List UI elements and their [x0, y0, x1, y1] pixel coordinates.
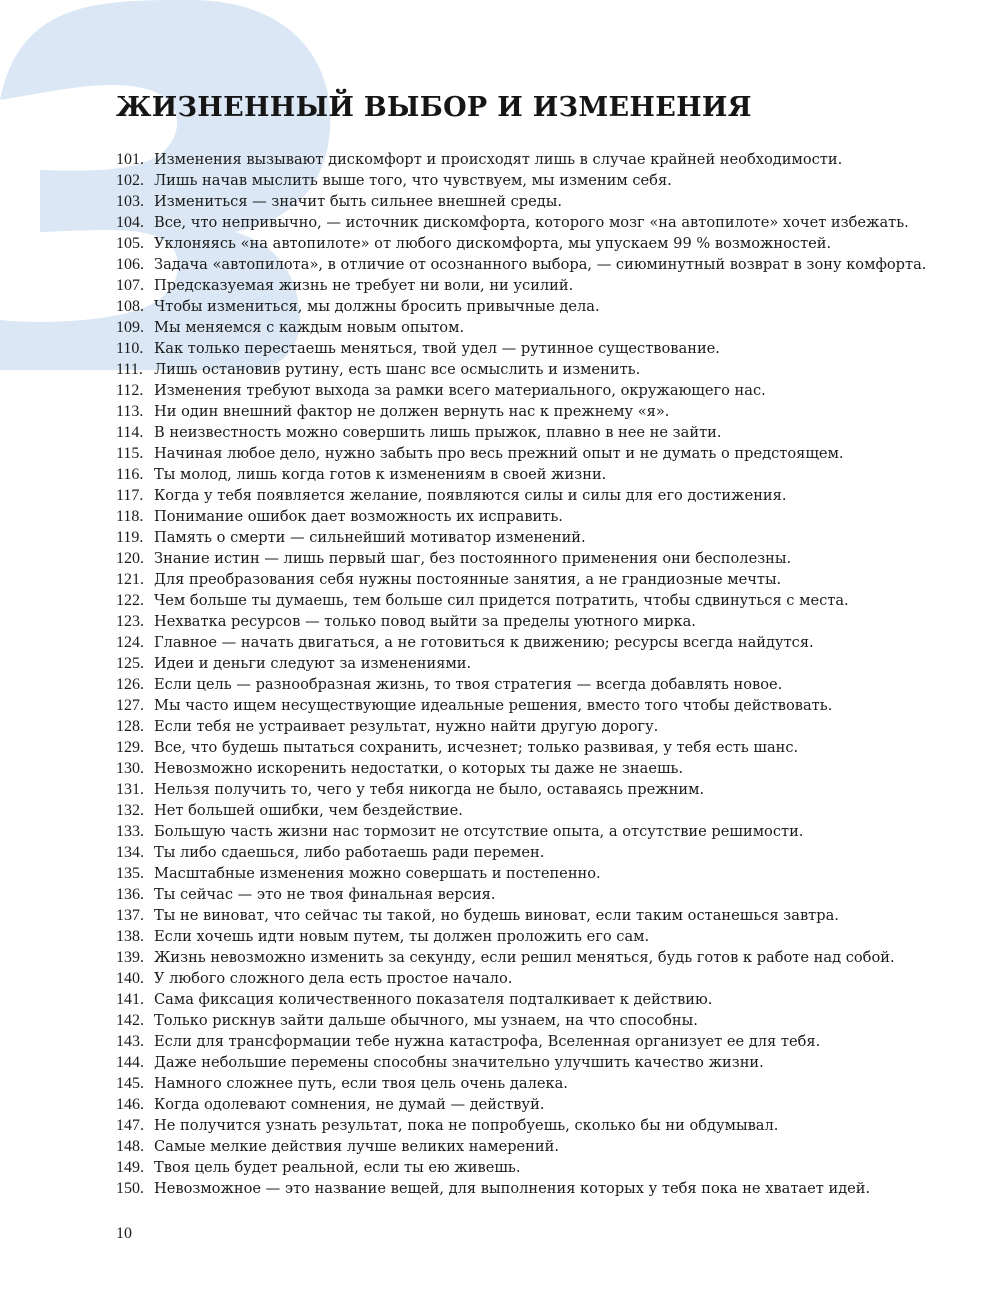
list-item [116, 233, 926, 254]
item-text: Измениться — значит быть сильнее внешней среды. [154, 193, 562, 210]
list-item [116, 821, 926, 842]
list-item [116, 863, 926, 884]
item-text: Изменения требуют выхода за рамки всего материального, окружающего нас. [154, 382, 766, 399]
list-item [116, 464, 926, 485]
item-text: Нельзя получить то, чего у тебя никогда не было, оставаясь прежним. [154, 781, 705, 798]
item-text: Сама фиксация количественного показателя подталкивает к действию. [154, 991, 713, 1008]
item-number: 122. [116, 592, 144, 609]
page-title: ЖИЗНЕННЫЙ ВЫБОР И ИЗМЕНЕНИЯ [116, 92, 752, 123]
item-number: 139. [116, 949, 144, 966]
item-number: 128. [116, 718, 144, 735]
item-text: Не получится узнать результат, пока не попробуешь, сколько бы ни обдумывал. [154, 1117, 779, 1134]
list-item [116, 380, 926, 401]
item-number: 111. [116, 361, 143, 378]
item-text: Большую часть жизни нас тормозит не отсутствие опыта, а отсутствие решимости. [154, 823, 804, 840]
item-number: 149. [116, 1159, 144, 1176]
list-item [116, 611, 926, 632]
list-item [116, 674, 926, 695]
item-text: Самые мелкие действия лучше великих намерений. [154, 1138, 560, 1155]
list-item [116, 149, 926, 170]
item-text: Невозможно искоренить недостатки, о которых ты даже не знаешь. [154, 760, 684, 777]
item-text: Масштабные изменения можно совершать и постепенно. [154, 865, 601, 882]
item-text: Намного сложнее путь, если твоя цель очень далека. [154, 1075, 568, 1092]
item-text: Когда одолевают сомнения, не думай — действуй. [154, 1096, 545, 1113]
list-item [116, 1157, 926, 1178]
item-text: Задача «автопилота», в отличие от осознанного выбора, — сиюминутный возврат в зону комфорта. [154, 256, 927, 273]
list-item [116, 170, 926, 191]
list-item [116, 1136, 926, 1157]
list-item [116, 1115, 926, 1136]
list-item [116, 422, 926, 443]
item-text: Главное — начать двигаться, а не готовиться к движению; ресурсы всегда найдутся. [154, 634, 814, 651]
item-text: Если тебя не устраивает результат, нужно найти другую дорогу. [154, 718, 659, 735]
item-text: Ты не виноват, что сейчас ты такой, но будешь виноват, если таким останешься завтра. [154, 907, 839, 924]
list-item [116, 884, 926, 905]
item-text: Если для трансформации тебе нужна катастрофа, Вселенная организует ее для тебя. [154, 1033, 821, 1050]
item-number: 141. [116, 991, 144, 1008]
list-item [116, 842, 926, 863]
item-number: 103. [116, 193, 144, 210]
item-number: 144. [116, 1054, 144, 1071]
item-number: 136. [116, 886, 144, 903]
list-item [116, 779, 926, 800]
item-number: 148. [116, 1138, 144, 1155]
item-number: 135. [116, 865, 144, 882]
item-text: Нехватка ресурсов — только повод выйти за пределы уютного мирка. [154, 613, 696, 630]
item-text: Когда у тебя появляется желание, появляются силы и силы для его достижения. [154, 487, 787, 504]
item-text: У любого сложного дела есть простое начало. [154, 970, 513, 987]
list-item [116, 1052, 926, 1073]
item-number: 147. [116, 1117, 144, 1134]
list-item [116, 926, 926, 947]
item-number: 131. [116, 781, 144, 798]
list-item [116, 443, 926, 464]
item-number: 120. [116, 550, 144, 567]
item-text: Мы часто ищем несуществующие идеальные решения, вместо того чтобы действовать. [154, 697, 833, 714]
list-item [116, 1178, 926, 1199]
item-text: Память о смерти — сильнейший мотиватор изменений. [154, 529, 586, 546]
item-number: 116. [116, 466, 144, 483]
item-number: 113. [116, 403, 144, 420]
item-text: Лишь начав мыслить выше того, что чувствуем, мы изменим себя. [154, 172, 672, 189]
item-number: 137. [116, 907, 144, 924]
list-item [116, 758, 926, 779]
item-text: Предсказуемая жизнь не требует ни воли, ни усилий. [154, 277, 574, 294]
item-number: 124. [116, 634, 144, 651]
item-text: Ни один внешний фактор не должен вернуть нас к прежнему «я». [154, 403, 670, 420]
list-item [116, 485, 926, 506]
item-number: 109. [116, 319, 144, 336]
item-number: 132. [116, 802, 144, 819]
item-number: 133. [116, 823, 144, 840]
page-number: 10 [116, 1225, 132, 1242]
item-number: 110. [116, 340, 144, 357]
list-item [116, 317, 926, 338]
item-number: 150. [116, 1180, 144, 1197]
item-text: Чем больше ты думаешь, тем больше сил придется потратить, чтобы сдвинуться с места. [154, 592, 849, 609]
item-text: Ты молод, лишь когда готов к изменениям в своей жизни. [154, 466, 607, 483]
list-item [116, 632, 926, 653]
item-text: Все, что непривычно, — источник дискомфорта, которого мозг «на автопилоте» хочет избежать. [154, 214, 909, 231]
list-item [116, 275, 926, 296]
quotes-list [116, 149, 926, 1199]
item-number: 114. [116, 424, 144, 441]
item-number: 134. [116, 844, 144, 861]
list-item [116, 338, 926, 359]
item-number: 117. [116, 487, 144, 504]
item-text: Для преобразования себя нужны постоянные занятия, а не грандиозные мечты. [154, 571, 782, 588]
item-number: 142. [116, 1012, 144, 1029]
item-text: Твоя цель будет реальной, если ты ею живешь. [154, 1159, 521, 1176]
list-item [116, 254, 926, 275]
item-text: Даже небольшие перемены способны значительно улучшить качество жизни. [154, 1054, 764, 1071]
item-text: Нет большей ошибки, чем бездействие. [154, 802, 463, 819]
item-number: 104. [116, 214, 144, 231]
list-item [116, 569, 926, 590]
item-text: Ты либо сдаешься, либо работаешь ради перемен. [154, 844, 545, 861]
list-item [116, 527, 926, 548]
list-item [116, 212, 926, 233]
item-number: 101. [116, 151, 144, 168]
item-number: 107. [116, 277, 144, 294]
item-text: Уклоняясь «на автопилоте» от любого дискомфорта, мы упускаем 99 % возможностей. [154, 235, 832, 252]
list-item [116, 905, 926, 926]
item-text: Как только перестаешь меняться, твой удел — рутинное существование. [154, 340, 720, 357]
item-number: 126. [116, 676, 144, 693]
list-item [116, 1031, 926, 1052]
list-item [116, 590, 926, 611]
list-item [116, 296, 926, 317]
list-item [116, 695, 926, 716]
item-number: 123. [116, 613, 144, 630]
list-item [116, 359, 926, 380]
item-text: Мы меняемся с каждым новым опытом. [154, 319, 465, 336]
item-number: 129. [116, 739, 144, 756]
item-number: 143. [116, 1033, 144, 1050]
item-number: 119. [116, 529, 144, 546]
list-item [116, 716, 926, 737]
item-number: 130. [116, 760, 144, 777]
item-number: 127. [116, 697, 144, 714]
item-text: Знание истин — лишь первый шаг, без постоянного применения они бесполезны. [154, 550, 792, 567]
list-item [116, 506, 926, 527]
item-number: 140. [116, 970, 144, 987]
list-item [116, 548, 926, 569]
item-text: Лишь остановив рутину, есть шанс все осмыслить и изменить. [154, 361, 641, 378]
item-number: 146. [116, 1096, 144, 1113]
list-item [116, 968, 926, 989]
item-number: 106. [116, 256, 144, 273]
list-item [116, 401, 926, 422]
item-text: Невозможное — это название вещей, для выполнения которых у тебя пока не хватает идей. [154, 1180, 871, 1197]
list-item [116, 800, 926, 821]
item-text: Изменения вызывают дискомфорт и происходят лишь в случае крайней необходимости. [154, 151, 843, 168]
item-text: Чтобы измениться, мы должны бросить привычные дела. [154, 298, 600, 315]
list-item [116, 1094, 926, 1115]
item-text: В неизвестность можно совершить лишь прыжок, плавно в нее не зайти. [154, 424, 722, 441]
item-text: Только рискнув зайти дальше обычного, мы узнаем, на что способны. [154, 1012, 698, 1029]
item-number: 125. [116, 655, 144, 672]
item-number: 108. [116, 298, 144, 315]
list-item [116, 191, 926, 212]
item-text: Понимание ошибок дает возможность их исправить. [154, 508, 563, 525]
item-text: Начиная любое дело, нужно забыть про весь прежний опыт и не думать о предстоящем. [154, 445, 844, 462]
item-text: Ты сейчас — это не твоя финальная версия. [154, 886, 496, 903]
item-text: Если хочешь идти новым путем, ты должен проложить его сам. [154, 928, 650, 945]
list-item [116, 947, 926, 968]
list-item [116, 1010, 926, 1031]
list-item [116, 989, 926, 1010]
list-item [116, 1073, 926, 1094]
item-text: Жизнь невозможно изменить за секунду, если решил меняться, будь готов к работе над собой. [154, 949, 895, 966]
item-number: 105. [116, 235, 144, 252]
item-number: 138. [116, 928, 144, 945]
item-number: 118. [116, 508, 144, 525]
item-text: Если цель — разнообразная жизнь, то твоя стратегия — всегда добавлять новое. [154, 676, 783, 693]
item-number: 115. [116, 445, 144, 462]
item-number: 145. [116, 1075, 144, 1092]
item-number: 112. [116, 382, 144, 399]
item-number: 121. [116, 571, 144, 588]
item-text: Все, что будешь пытаться сохранить, исчезнет; только развивая, у тебя есть шанс. [154, 739, 799, 756]
item-text: Идеи и деньги следуют за изменениями. [154, 655, 472, 672]
item-number: 102. [116, 172, 144, 189]
list-item [116, 653, 926, 674]
list-item [116, 737, 926, 758]
